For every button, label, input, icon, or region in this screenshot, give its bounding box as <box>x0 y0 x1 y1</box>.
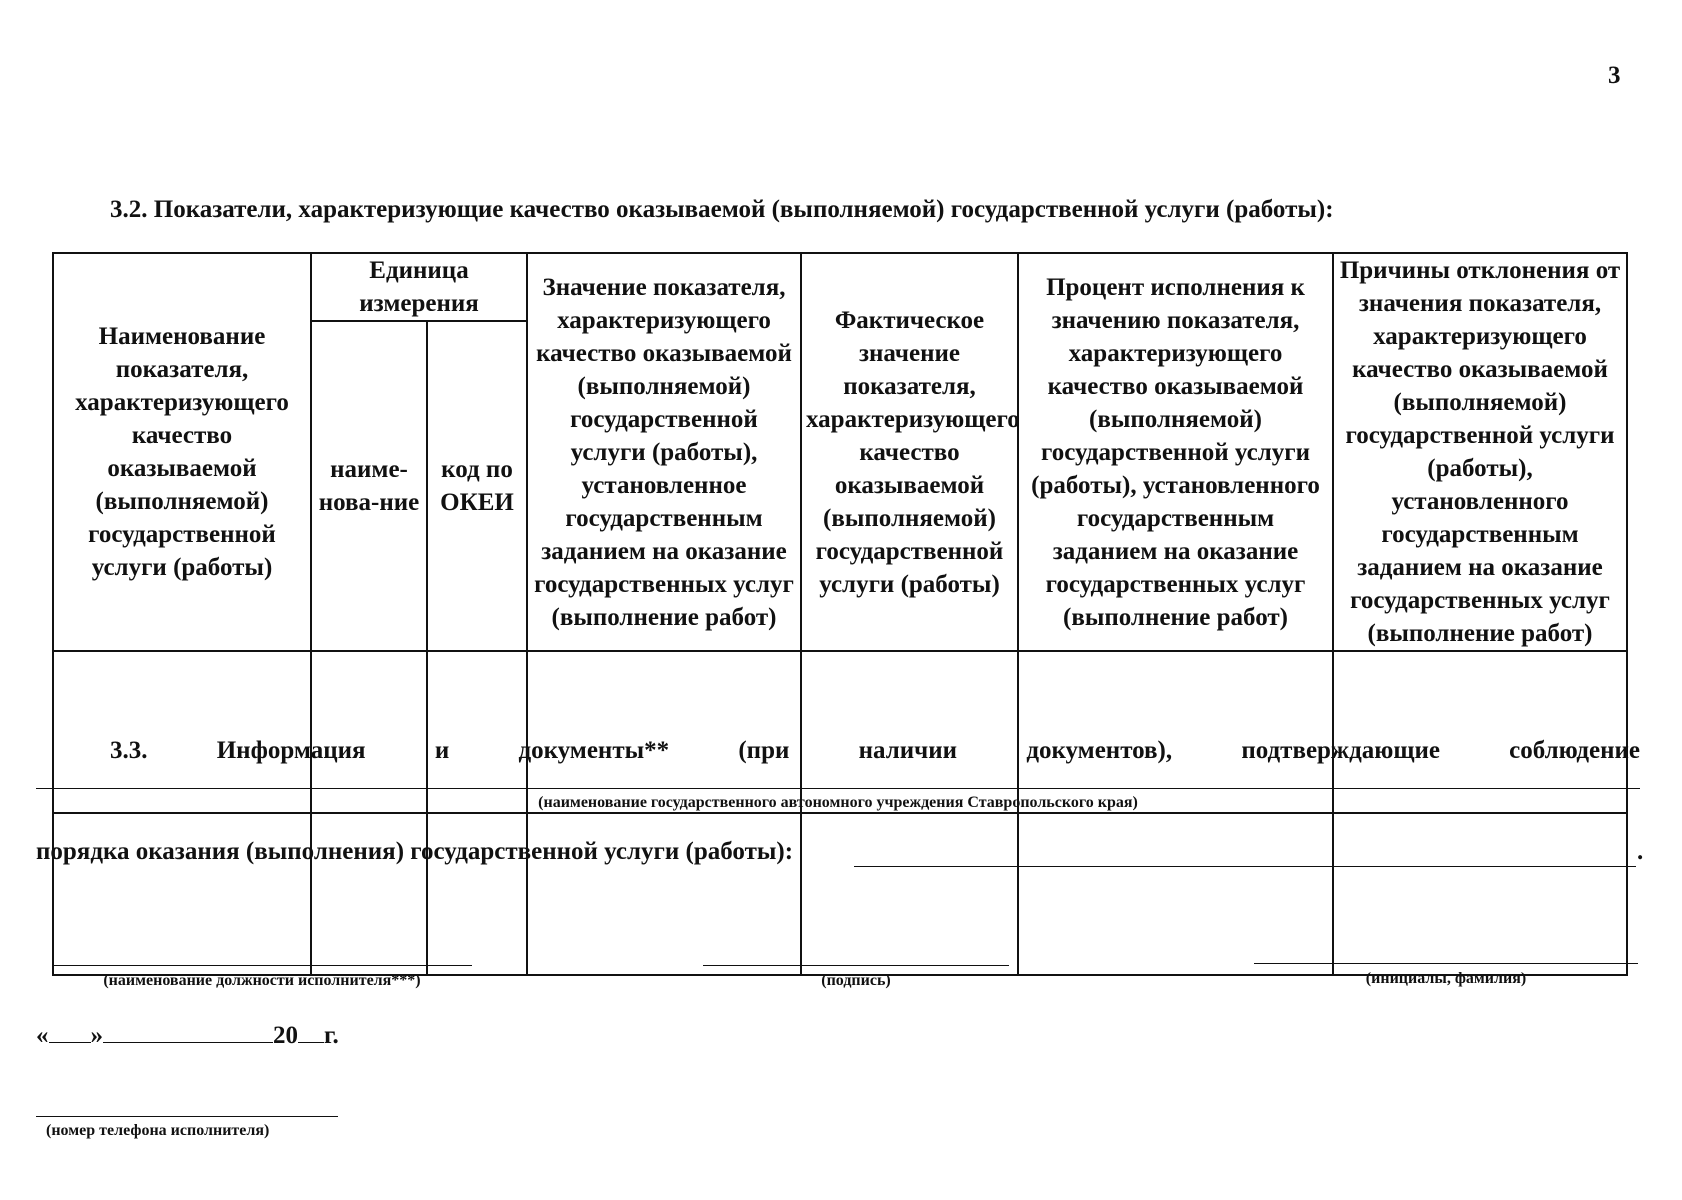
header-planned-value: Значение показателя, характеризующего качество оказываемой (выполняемой) государственной услуги (работы), установленное государственным заданием на оказание государственных услуг (выполнение работ) <box>527 253 801 651</box>
institution-name-line[interactable] <box>36 788 1640 789</box>
order-text: порядка оказания (выполнения) государственной услуги (работы): <box>36 838 794 865</box>
header-unit-okei-code: код по ОКЕИ <box>427 321 527 651</box>
section-3-3-word: подтверждающие <box>1241 737 1440 764</box>
signature-caption: (подпись) <box>821 972 891 989</box>
year-blank[interactable] <box>298 1018 324 1043</box>
date-close-quote: » <box>90 1022 103 1049</box>
section-3-3-word: наличии <box>858 737 958 764</box>
order-end-period: . <box>1637 838 1644 865</box>
header-unit-name: наиме-нова-ние <box>311 321 427 651</box>
month-blank[interactable] <box>103 1018 273 1043</box>
initials-line[interactable] <box>1254 963 1638 964</box>
phone-line[interactable] <box>36 1116 338 1117</box>
section-3-3-word: документы** <box>518 737 670 764</box>
section-3-3-word: соблюдение <box>1509 737 1640 764</box>
page-number: 3 <box>1608 62 1621 89</box>
year-suffix: г. <box>324 1022 339 1049</box>
table-cell[interactable] <box>801 813 1018 975</box>
institution-name-caption: (наименование государственного автономного учреждения Ставропольского края) <box>538 794 1138 811</box>
section-3-3-word: документов), <box>1026 737 1173 764</box>
date-line <box>36 1018 339 1050</box>
section-3-3-word: и <box>434 737 450 764</box>
header-execution-percent: Процент исполнения к значению показателя, характеризующего качество оказываемой (выполняемой) государственной услуги (работы), установленного государственным заданием на оказание государственных услуг (выполнение работ) <box>1018 253 1333 651</box>
date-open-quote: « <box>36 1022 49 1049</box>
position-caption: (наименование должности исполнителя***) <box>103 972 421 989</box>
section-3-3-word: (при <box>738 737 790 764</box>
order-input-line[interactable] <box>854 866 1636 867</box>
header-actual-value: Фактическое значение показателя, характеризующего качество оказываемой (выполняемой) государственной услуги (работы) <box>801 253 1018 651</box>
header-indicator-name: Наименование показателя, характеризующего качество оказываемой (выполняемой) государственной услуги (работы) <box>53 253 311 651</box>
section-3-2-title: 3.2. Показатели, характеризующие качество оказываемой (выполняемой) государственной услуги (работы): <box>110 196 1334 223</box>
quality-indicators-table <box>52 252 1628 976</box>
section-3-3-word: Информация <box>216 737 366 764</box>
year-prefix: 20 <box>273 1022 298 1049</box>
signature-line[interactable] <box>703 965 1009 966</box>
phone-caption: (номер телефона исполнителя) <box>46 1122 270 1139</box>
table-cell[interactable] <box>1333 813 1627 975</box>
header-unit: Единица измерения <box>311 253 527 321</box>
section-3-3-word: 3.3. <box>110 737 148 764</box>
day-blank[interactable] <box>49 1018 91 1043</box>
initials-caption: (инициалы, фамилия) <box>1365 970 1527 987</box>
header-deviation-reasons: Причины отклонения от значения показателя, характеризующего качество оказываемой (выполняемой) государственной услуги (работы), установленного государственным заданием на оказание государственных услуг (выполнение работ) <box>1333 253 1627 651</box>
position-line[interactable] <box>52 965 472 966</box>
table-cell[interactable] <box>1018 813 1333 975</box>
section-3-3-line <box>110 737 1640 765</box>
